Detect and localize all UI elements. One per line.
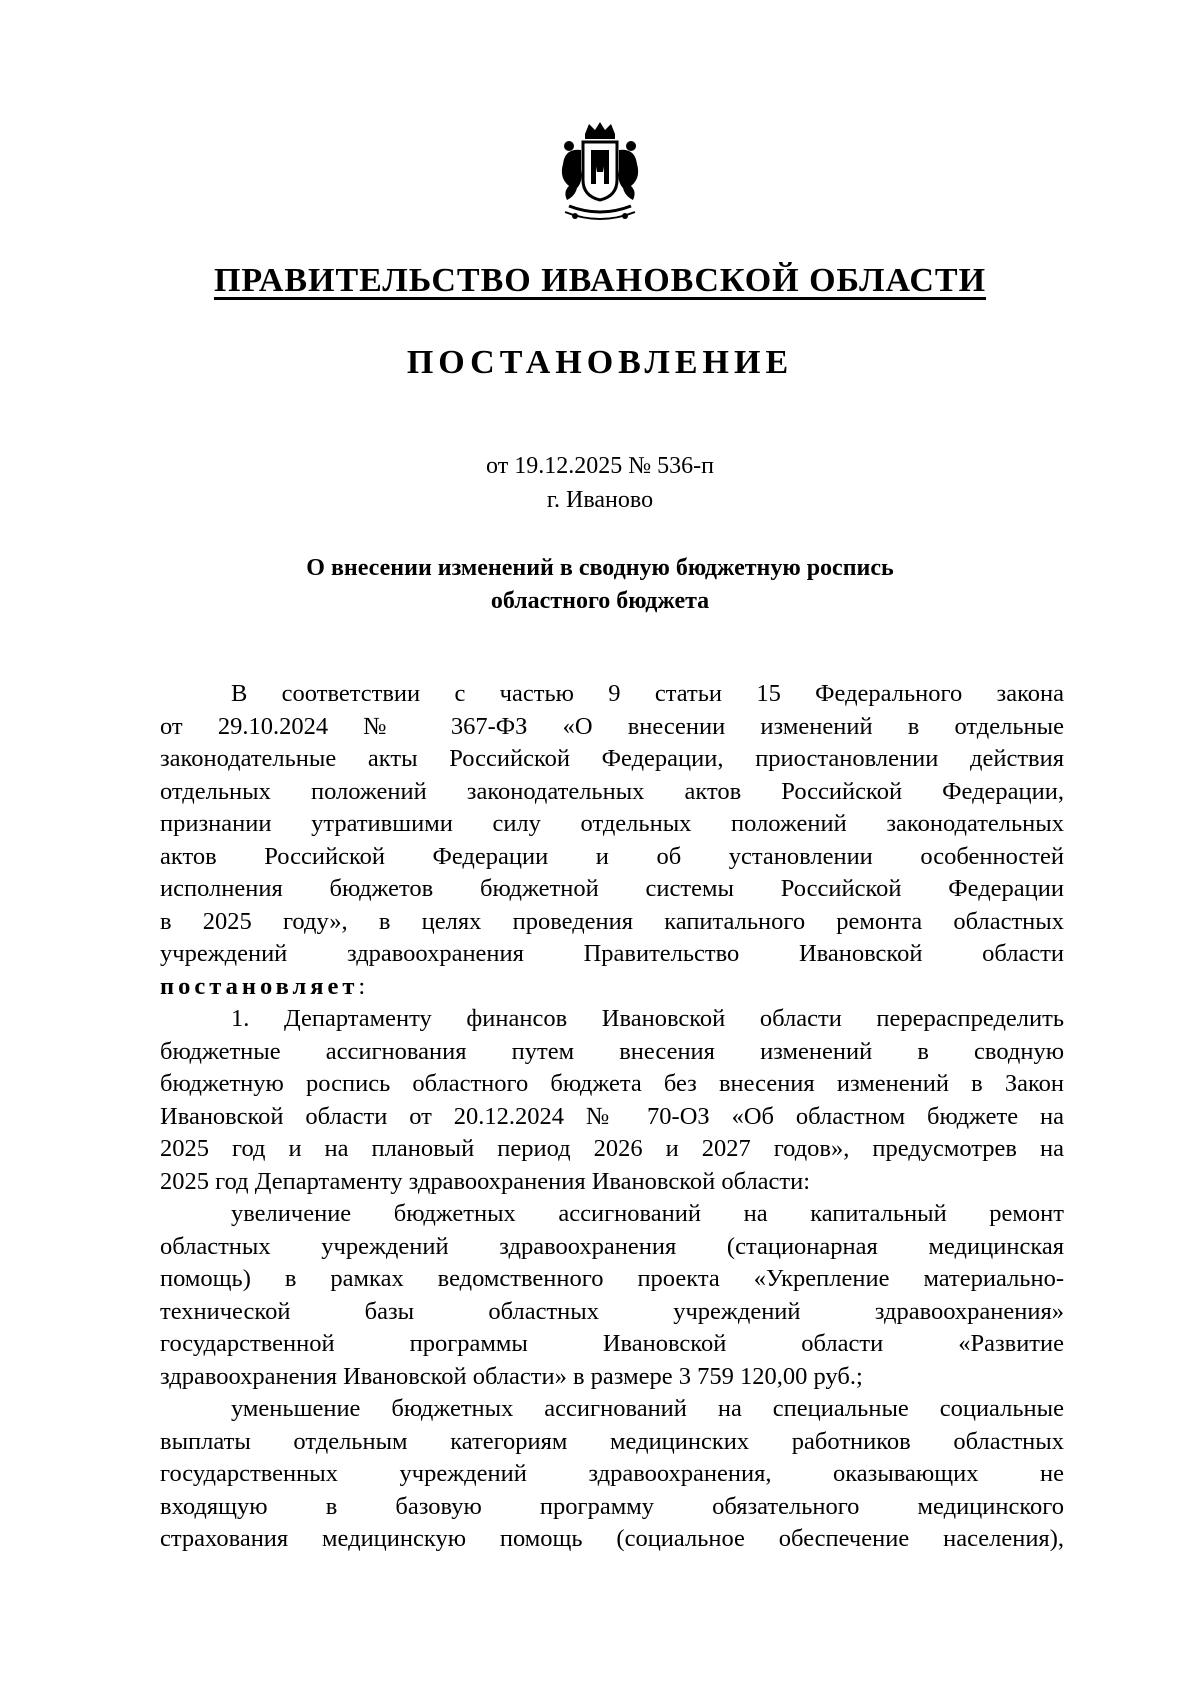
- body-text-line: Ивановской области от 20.12.2024 № 70-ОЗ «Об областном бюджете на: [160, 1102, 1064, 1130]
- body-text-line: актов Российской Федерации и об установлении особенностей: [160, 842, 1064, 870]
- body-text-line: технической базы областных учреждений здравоохранения»: [160, 1297, 1064, 1325]
- body-text-line: признании утратившими силу отдельных положений законодательных: [160, 810, 1064, 837]
- body-text-line: государственных учреждений здравоохранения, оказывающих не: [160, 1460, 1064, 1487]
- body-text-line: В соответствии с частью 9 статьи 15 Федерального закона: [231, 680, 1064, 707]
- decree-line: [160, 971, 1064, 1004]
- body-text-line: помощь) в рамках ведомственного проекта «Укрепление материально-: [160, 1265, 1064, 1292]
- body-text-line: отдельных положений законодательных актов Российской Федерации,: [160, 777, 1064, 805]
- body-text-line: в 2025 году», в целях проведения капитального ремонта областных: [160, 907, 1064, 935]
- body-text-line: 2025 год Департаменту здравоохранения Ивановской области:: [160, 1167, 811, 1195]
- decree-word: постановляет: [160, 972, 359, 1000]
- body-text-line: учреждений здравоохранения Правительство Ивановской области: [160, 940, 1064, 967]
- body-text-line: бюджетные ассигнования путем внесения изменений в сводную: [160, 1037, 1064, 1065]
- subject-line: областного бюджета: [490, 588, 710, 614]
- body-text-line: 1. Департаменту финансов Ивановской области перераспределить: [231, 1005, 1064, 1032]
- body-text-line: страхования медицинскую помощь (социальное обеспечение населения),: [160, 1525, 1064, 1552]
- coat-of-arms-emblem: [555, 120, 645, 230]
- body-text-line: государственной программы Ивановской области «Развитие: [160, 1330, 1064, 1357]
- body-text-line: исполнения бюджетов бюджетной системы Российской Федерации: [160, 875, 1064, 902]
- body-text-line: от 29.10.2024 № 367-ФЗ «О внесении изменений в отдельные: [160, 712, 1064, 740]
- document-date-number: от 19.12.2025 № 536-п: [486, 453, 714, 479]
- government-title: ПРАВИТЕЛЬСТВО ИВАНОВСКОЙ ОБЛАСТИ: [213, 262, 987, 299]
- document-city: г. Иваново: [546, 487, 654, 513]
- body-text-line: увеличение бюджетных ассигнований на капитальный ремонт: [231, 1200, 1064, 1227]
- document-subject: [0, 552, 1200, 618]
- body-text-line: здравоохранения Ивановской области» в размере 3 759 120,00 руб.;: [160, 1362, 863, 1390]
- body-text-line: бюджетную роспись областного бюджета без внесения изменений в Закон: [160, 1070, 1064, 1097]
- document-body: [160, 678, 1064, 1556]
- body-text-line: законодательные акты Российской Федерации, приостановлении действия: [160, 745, 1064, 772]
- body-text-line: областных учреждений здравоохранения (стационарная медицинская: [160, 1232, 1064, 1260]
- body-text-line: входящую в базовую программу обязательного медицинского: [160, 1492, 1064, 1520]
- body-text-line: уменьшение бюджетных ассигнований на специальные социальные: [231, 1395, 1064, 1422]
- decree-colon: :: [358, 972, 366, 1000]
- body-text-line: 2025 год и на плановый период 2026 и 2027 годов», предусмотрев на: [160, 1135, 1064, 1162]
- subject-line: О внесении изменений в сводную бюджетную роспись: [306, 555, 894, 581]
- body-text-line: выплаты отдельным категориям медицинских работников областных: [160, 1427, 1064, 1455]
- document-type-heading: ПОСТАНОВЛЕНИЕ: [406, 344, 794, 381]
